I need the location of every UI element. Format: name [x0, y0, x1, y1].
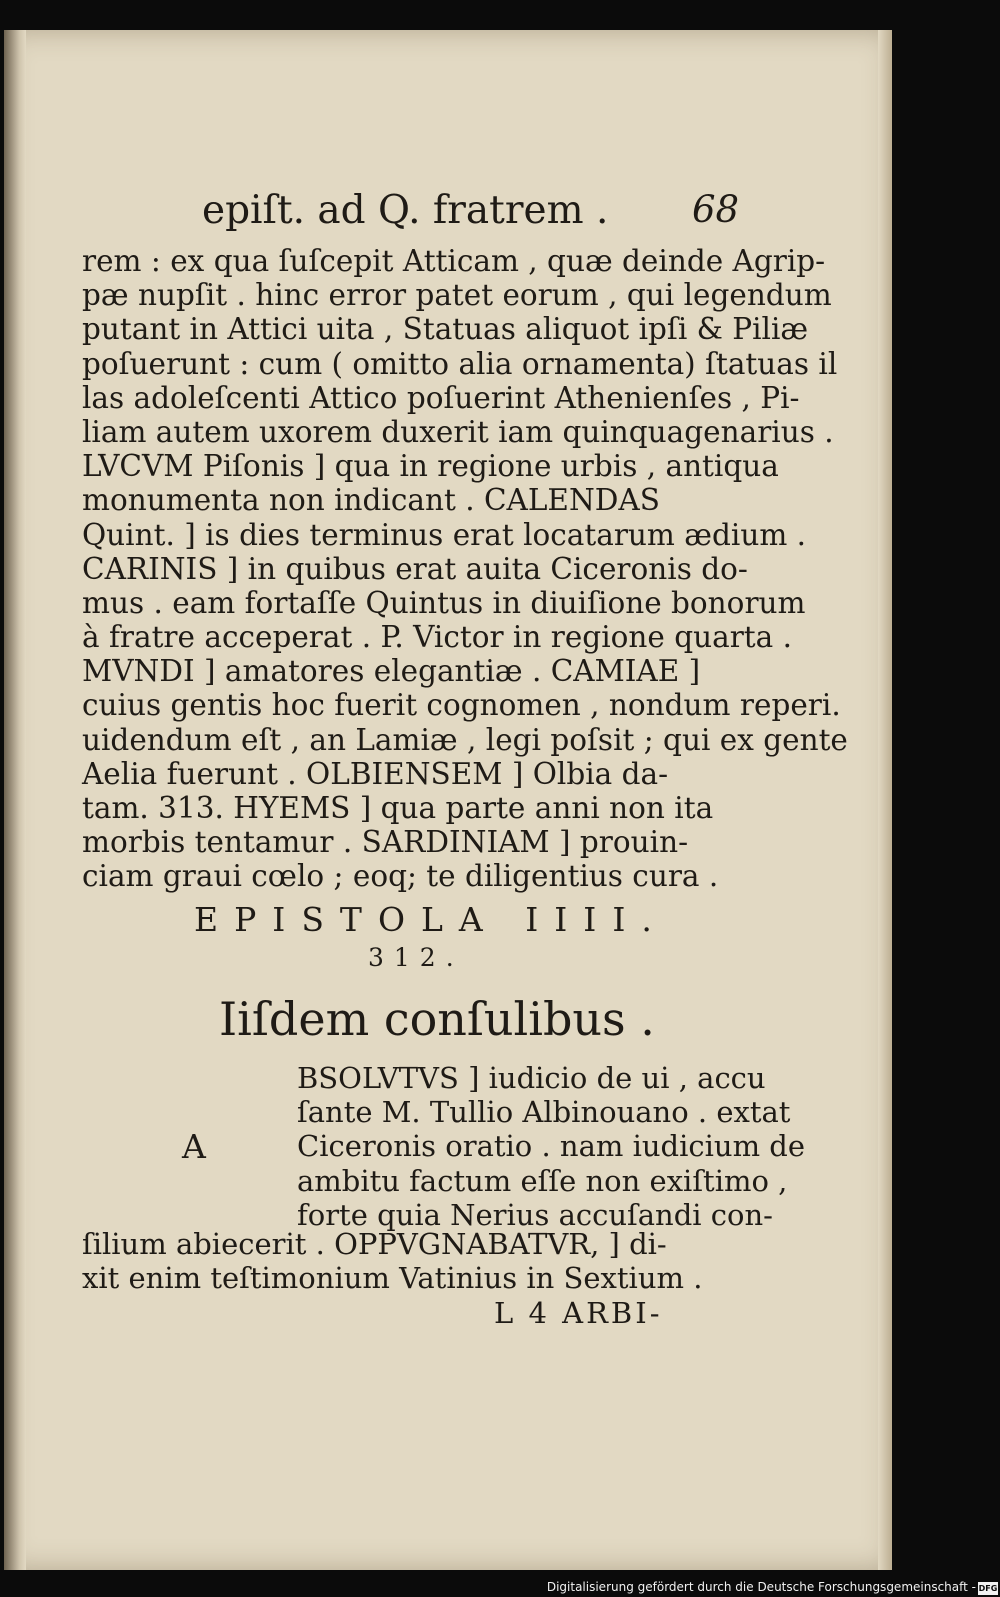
page-edge [878, 30, 892, 1570]
text-line: ſante M. Tullio Albinouano . extat [297, 1095, 791, 1130]
text-line: las adoleſcenti Attico poſuerint Athenienſes , Pi- [82, 380, 800, 415]
text-line: putant in Attici uita , Statuas aliquot ipſi & Piliæ [82, 312, 809, 347]
section-heading: Iiſdem conſulibus . [219, 992, 655, 1046]
text-line: liam autem uxorem duxerit iam quinquagenarius . [82, 414, 834, 449]
text-line: MVNDI ] amatores elegantiæ . CAMIAE ] [82, 654, 701, 689]
text-line: LVCVM Piſonis ] qua in regione urbis , antiqua [82, 449, 779, 484]
text-line: à fratre acceperat . P. Victor in regione quarta . [82, 620, 792, 655]
drop-cap: A [182, 1127, 206, 1166]
text-line: morbis tentamur . SARDINIAM ] prouin- [82, 825, 689, 860]
continued-text [82, 1227, 742, 1295]
text-line: tam. 313. HYEMS ] qua parte anni non ita [82, 791, 714, 825]
text-line: Quint. ] is dies terminus erat locatarum ædium . [82, 517, 807, 552]
text-line: monumenta non indicant . CALENDAS [82, 483, 660, 518]
text-line: Aelia fuerunt . OLBIENSEM ] Olbia da- [82, 756, 669, 791]
text-line: ciam graui cœlo ; eoq; te diligentius cura . [82, 859, 719, 894]
epistola-number: 312. [368, 943, 464, 972]
text-line: mus . eam fortaſſe Quintus in diuiſione bonorum [82, 585, 806, 620]
indented-text [297, 1061, 806, 1232]
text-line: ambitu factum eſſe non exiſtimo , [297, 1163, 788, 1198]
text-line: cuius gentis hoc fuerit cognomen , nondum reperi. [82, 688, 841, 723]
text-line: rem : ex qua ſuſcepit Atticam , quæ deinde Agrip- [82, 244, 826, 278]
text-line: forte quia Nerius accuſandi con- [297, 1197, 773, 1232]
text-line: BSOLVTVS ] iudicio de ui , accu [297, 1061, 766, 1095]
text-line: xit enim teſtimonium Vatinius in Sextium . [82, 1261, 703, 1296]
running-title: epiſt. ad Q. fratrem . [202, 188, 609, 233]
epistola-title: EPISTOLA IIII. [194, 900, 668, 939]
text-line: uidendum eſt , an Lamiæ , legi poſsit ; qui ex gente [82, 722, 848, 757]
text-line: ſilium abiecerit . OPPVGNABATVR, ] di- [82, 1227, 667, 1261]
dfg-logo: DFG [978, 1584, 998, 1593]
book-page [4, 30, 892, 1570]
text-line: Ciceronis oratio . nam iudicium de [297, 1129, 806, 1164]
digitization-credit: Digitalisierung gefördert durch die Deutsche Forschungsgemeinschaft - [546, 1580, 976, 1594]
page-number: 68 [692, 188, 740, 231]
page-gutter [4, 30, 26, 1570]
text-line: CARINIS ] in quibus erat auita Ciceronis do- [82, 551, 748, 586]
page-header [4, 188, 892, 248]
text-line: pæ nupſit . hinc error patet eorum , qui legendum [82, 278, 832, 313]
commentary-text [82, 244, 848, 894]
catchword: L 4 ARBI- [494, 1296, 663, 1330]
text-line: poſuerunt : cum ( omitto alia ornamenta) ſtatuas il [82, 346, 838, 381]
